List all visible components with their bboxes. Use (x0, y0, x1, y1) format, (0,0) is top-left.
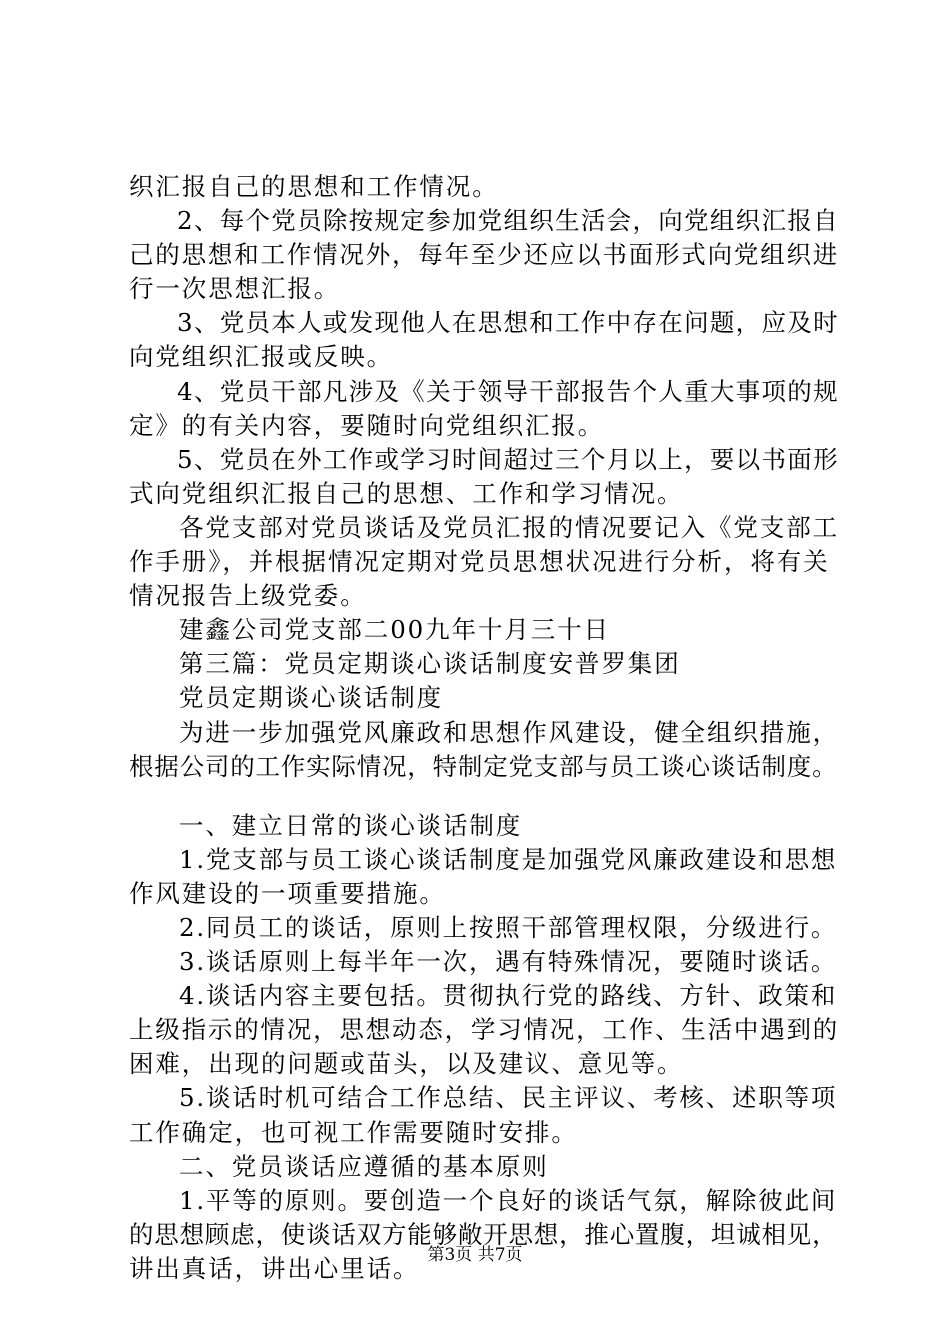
text-line: 讲出真话，讲出心里话。 (129, 1253, 420, 1283)
text-line: 3、党员本人或发现他人在思想和工作中存在问题，应及时 (177, 308, 839, 338)
signature-line: 建鑫公司党支部二00九年十月三十日 (179, 615, 610, 645)
text-line: 行一次思想汇报。 (129, 274, 341, 304)
text-line: 各党支部对党员谈话及党员汇报的情况要记入《党支部工 (179, 512, 839, 542)
text-line: 情况报告上级党委。 (129, 581, 367, 611)
text-line: 作风建设的一项重要措施。 (129, 878, 446, 908)
text-line: 工作确定，也可视工作需要随时安排。 (129, 1117, 578, 1147)
text-line: 5.谈话时机可结合工作总结、民主评议、考核、述职等项 (179, 1083, 838, 1113)
page-number-footer: 第3页 共7页 (427, 1245, 523, 1265)
text-line: 5、党员在外工作或学习时间超过三个月以上，要以书面形 (177, 444, 839, 474)
text-line: 2、每个党员除按规定参加党组织生活会，向党组织汇报自 (177, 206, 839, 236)
section-heading: 一、建立日常的谈心谈话制度 (179, 810, 523, 840)
document-body (129, 170, 839, 1286)
text-line: 2.同员工的谈话，原则上按照干部管理权限，分级进行。 (179, 912, 838, 942)
text-line: 向党组织汇报或反映。 (129, 342, 393, 372)
text-line: 的思想顾虑，使谈话双方能够敞开思想，推心置腹，坦诚相见， (129, 1219, 838, 1249)
text-line: 织汇报自己的思想和工作情况。 (129, 172, 499, 201)
text-line: 式向党组织汇报自己的思想、工作和学习情况。 (129, 478, 684, 508)
text-line: 定》的有关内容，要随时向党组织汇报。 (129, 410, 605, 440)
text-line: 1.党支部与员工谈心谈话制度是加强党风廉政建设和思想 (179, 844, 838, 874)
section-heading: 第三篇：党员定期谈心谈话制度安普罗集团 (179, 649, 681, 679)
text-line: 1.平等的原则。要创造一个良好的谈话气氛，解除彼此间 (179, 1185, 838, 1215)
paragraph-gap (129, 784, 839, 809)
text-line: 3.谈话原则上每半年一次，遇有特殊情况，要随时谈话。 (179, 947, 838, 977)
text-line: 己的思想和工作情况外，每年至少还应以书面形式向党组织进 (129, 240, 840, 270)
text-line: 作手册》，并根据情况定期对党员思想状况进行分析，将有关 (129, 547, 830, 577)
text-line: 4、党员干部凡涉及《关于领导干部报告个人重大事项的规 (177, 376, 839, 406)
text-line: 困难，出现的问题或苗头，以及建议、意见等。 (129, 1049, 684, 1079)
section-heading: 二、党员谈话应遵循的基本原则 (179, 1151, 549, 1181)
text-line: 上级指示的情况，思想动态，学习情况，工作、生活中遇到的 (129, 1015, 840, 1045)
text-line: 根据公司的工作实际情况，特制定党支部与员工谈心谈话制度。 (129, 751, 838, 781)
text-line: 4.谈话内容主要包括。贯彻执行党的路线、方针、政策和 (179, 981, 838, 1011)
document-title: 党员定期谈心谈话制度 (179, 683, 443, 713)
text-line: 为进一步加强党风廉政和思想作风建设，健全组织措施， (179, 717, 839, 747)
